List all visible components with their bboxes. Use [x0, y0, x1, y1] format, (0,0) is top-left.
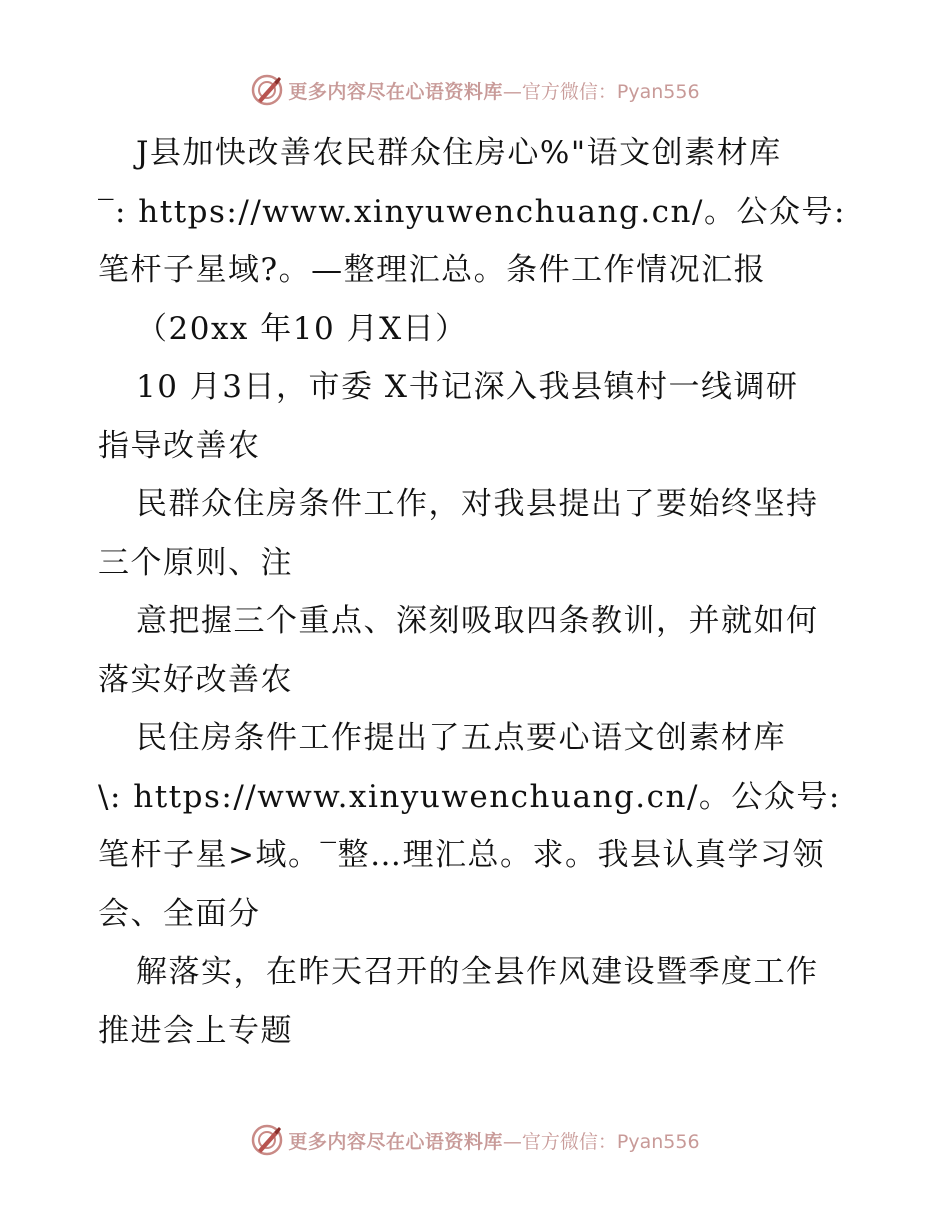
- text-line: （20xx 年10 月X日）: [136, 310, 468, 347]
- text-line: 10 月3日，市委 X书记深入我县镇村一线调研: [136, 369, 799, 405]
- header-banner: [0, 70, 950, 110]
- text-line: 推进会上专题: [98, 1012, 293, 1049]
- logo-pen-icon: [250, 73, 284, 107]
- text-line: \: https://www.xinyuwenchuang.cn/。公众号:: [98, 778, 841, 815]
- text-line: 解落实，在昨天召开的全县作风建设暨季度工作: [136, 954, 819, 990]
- text-line: 落实好改善农: [98, 661, 293, 698]
- footer-banner-suffix: —官方微信：Pyan556: [502, 1130, 700, 1153]
- text-line: 指导改善农: [98, 427, 261, 464]
- text-line: 民群众住房条件工作，对我县提出了要始终坚持: [136, 486, 819, 522]
- header-banner-suffix: —官方微信：Pyan556: [502, 80, 700, 103]
- footer-banner: [0, 1120, 950, 1160]
- text-line: 三个原则、注: [98, 544, 293, 581]
- text-line: 笔杆子星域?。—整理汇总。条件工作情况汇报: [98, 252, 767, 288]
- footer-banner-text: 更多内容尽在心语资料库: [288, 1130, 503, 1153]
- text-line: 民住房条件工作提出了五点要心语文创素材库: [136, 720, 786, 756]
- text-line: ‾: https://www.xinyuwenchuang.cn/。公众号:: [98, 193, 846, 230]
- text-line: J县加快改善农民群众住房心%"语文创素材库: [136, 135, 782, 171]
- document-body: [98, 124, 898, 1060]
- text-line: 意把握三个重点、深刻吸取四条教训，并就如何: [136, 603, 819, 639]
- text-line: 笔杆子星>域。‾整…理汇总。求。我县认真学习领: [98, 837, 825, 873]
- logo-pen-icon: [250, 1123, 284, 1157]
- header-banner-text: 更多内容尽在心语资料库: [288, 80, 503, 103]
- text-line: 会、全面分: [98, 895, 261, 932]
